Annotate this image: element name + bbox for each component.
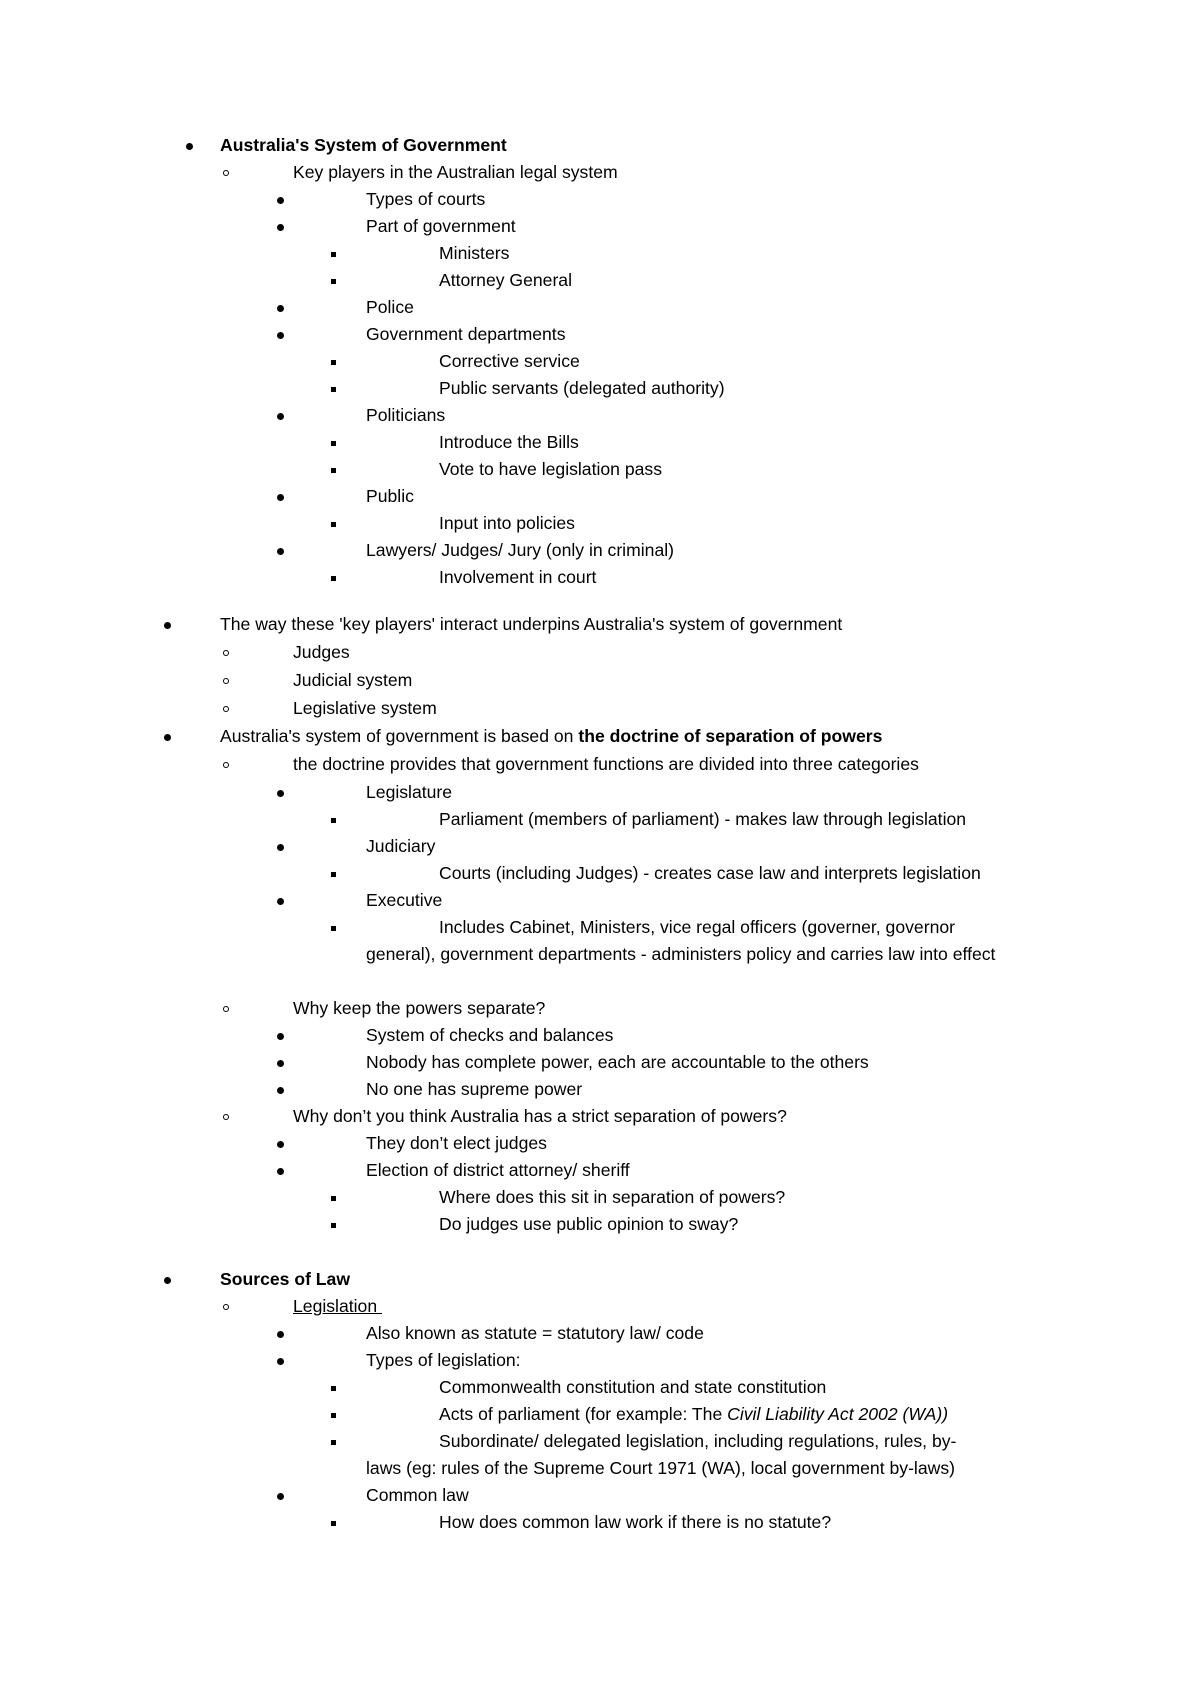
bullet-disc-icon [273,186,287,213]
list-item-text: Common law [366,1485,469,1505]
list-item-text: Australia's system of government is based on the doctrine of separation of powers [220,726,883,746]
bullet-circle-icon [219,1293,233,1320]
bullet-square-icon [326,510,340,537]
list-item [0,833,1200,860]
list-item-heading [0,132,1200,159]
list-item [0,1049,1200,1076]
list-item-text: Ministers [439,243,510,263]
list-item [0,1130,1200,1157]
bullet-disc-icon [273,1130,287,1157]
list-item [0,537,1200,564]
bullet-square-icon [326,860,340,887]
list-item-text: Acts of parliament (for example: The Civil Liability Act 2002 (WA)) [439,1404,949,1424]
list-item-text: Types of courts [366,189,486,209]
list-item-text: The way these 'key players' interact underpins Australia's system of government [220,614,843,634]
list-item [0,611,1200,638]
bullet-disc-icon [273,779,287,806]
list-item-text: How does common law work if there is no statute? [439,1512,832,1532]
bullet-square-icon [326,1428,340,1455]
list-item-text: Involvement in court [439,567,597,587]
bullet-disc-icon [273,294,287,321]
list-item-text: Courts (including Judges) - creates case law and interprets legislation [439,863,981,883]
list-item-text: Lawyers/ Judges/ Jury (only in criminal) [366,540,674,560]
bullet-square-icon [326,1184,340,1211]
bullet-square-icon [326,429,340,456]
list-item [0,375,1200,402]
bullet-disc-icon [273,483,287,510]
list-item [0,860,1200,887]
list-item [0,294,1200,321]
bullet-square-icon [326,914,340,941]
list-item [0,779,1200,806]
bullet-disc-icon [273,537,287,564]
bullet-square-icon [326,1401,340,1428]
list-item-text: Legislature [366,782,453,802]
list-item [0,1157,1200,1184]
bullet-disc-icon [160,723,174,750]
list-item-text: Parliament (members of parliament) - makes law through legislation [439,809,967,829]
bullet-disc-icon [273,887,287,914]
list-item [0,723,1200,750]
bullet-square-icon [326,456,340,483]
bullet-disc-icon [273,1076,287,1103]
bullet-disc-icon [182,132,196,159]
list-item [0,1320,1200,1347]
list-item [0,806,1200,833]
list-item [0,1022,1200,1049]
list-item [0,1509,1200,1536]
list-item [0,667,1200,694]
bullet-disc-icon [273,1049,287,1076]
list-item-text: System of checks and balances [366,1025,614,1045]
list-item-text: Public [366,486,414,506]
bullet-disc-icon [273,213,287,240]
bullet-disc-icon [273,1347,287,1374]
list-item [0,1293,1200,1320]
list-item [0,1103,1200,1130]
bullet-circle-icon [219,995,233,1022]
bullet-square-icon [326,1211,340,1238]
bullet-circle-icon [219,1103,233,1130]
list-item [0,1076,1200,1103]
bullet-square-icon [326,806,340,833]
bullet-disc-icon [273,321,287,348]
list-item [0,1401,1200,1428]
list-item-text: Also known as statute = statutory law/ code [366,1323,704,1343]
bullet-circle-icon [219,751,233,778]
list-item-continuation [366,941,1066,968]
list-item [0,456,1200,483]
list-item-text: Key players in the Australian legal system [293,162,618,182]
list-item-text: Corrective service [439,351,580,371]
section-heading: Sources of Law [220,1269,351,1289]
bullet-circle-icon [219,667,233,694]
list-item [0,510,1200,537]
list-item-text: Nobody has complete power, each are accountable to the others [366,1052,869,1072]
list-item [0,159,1200,186]
list-item-text: Executive [366,890,443,910]
bullet-disc-icon [273,402,287,429]
list-item-text: general), government departments - administers policy and carries law into effect [366,944,996,964]
bullet-disc-icon [273,1482,287,1509]
list-item-text: Input into policies [439,513,575,533]
list-item [0,402,1200,429]
subsection-heading: Legislation [293,1296,383,1316]
list-item-text: Legislative system [293,698,437,718]
list-item [0,348,1200,375]
list-item-text: Includes Cabinet, Ministers, vice regal officers (governer, governor [439,917,955,937]
list-item [0,1428,1200,1455]
list-item-text: Part of government [366,216,516,236]
list-item-text: Types of legislation: [366,1350,521,1370]
list-item-continuation [0,1455,1200,1482]
bullet-disc-icon [273,1022,287,1049]
list-item [0,1184,1200,1211]
bullet-square-icon [326,375,340,402]
list-item-text: Judiciary [366,836,436,856]
bullet-disc-icon [160,1266,174,1293]
list-item [0,483,1200,510]
bullet-disc-icon [160,611,174,638]
list-item-text: Introduce the Bills [439,432,579,452]
list-item [0,321,1200,348]
list-item-heading [0,1266,1200,1293]
list-item-text: Election of district attorney/ sheriff [366,1160,630,1180]
list-item-text: Public servants (delegated authority) [439,378,725,398]
list-item-text: They don’t elect judges [366,1133,547,1153]
list-item [0,639,1200,666]
list-item-text: Do judges use public opinion to sway? [439,1214,739,1234]
list-item-text: Attorney General [439,270,573,290]
bullet-square-icon [326,267,340,294]
bullet-circle-icon [219,695,233,722]
bullet-square-icon [326,1509,340,1536]
list-item-text: Why keep the powers separate? [293,998,546,1018]
list-item-text: laws (eg: rules of the Supreme Court 1971 (WA), local government by-laws) [366,1458,955,1478]
italic-emphasis: Civil Liability Act 2002 (WA)) [727,1404,949,1424]
bullet-circle-icon [219,639,233,666]
list-item [0,1211,1200,1238]
bullet-circle-icon [219,159,233,186]
bullet-square-icon [326,348,340,375]
list-item [0,995,1200,1022]
list-item [0,914,1200,941]
list-item-text: Where does this sit in separation of powers? [439,1187,786,1207]
section-heading: Australia's System of Government [220,135,507,155]
list-item-text: the doctrine provides that government functions are divided into three categories [293,754,919,774]
list-item [0,213,1200,240]
bullet-disc-icon [273,1157,287,1184]
list-item [0,695,1200,722]
list-item [0,1347,1200,1374]
list-item-text: Subordinate/ delegated legislation, including regulations, rules, by- [439,1431,957,1451]
list-item [0,887,1200,914]
list-item [0,564,1200,591]
bullet-square-icon [326,240,340,267]
list-item [0,1374,1200,1401]
list-item [0,240,1200,267]
list-item [0,186,1200,213]
list-item-text: Commonwealth constitution and state constitution [439,1377,827,1397]
bold-emphasis: the doctrine of separation of powers [578,726,883,746]
list-item-text: Judicial system [293,670,413,690]
list-item-text: Government departments [366,324,566,344]
bullet-disc-icon [273,833,287,860]
list-item [0,267,1200,294]
list-item [0,1482,1200,1509]
bullet-square-icon [326,564,340,591]
list-item-text: Judges [293,642,350,662]
list-item-text: Police [366,297,414,317]
list-item-text: Vote to have legislation pass [439,459,663,479]
bullet-square-icon [326,1374,340,1401]
list-item [0,429,1200,456]
list-item [0,751,1200,778]
bullet-disc-icon [273,1320,287,1347]
list-item-text: No one has supreme power [366,1079,583,1099]
list-item-text: Politicians [366,405,446,425]
list-item-text: Why don’t you think Australia has a strict separation of powers? [293,1106,787,1126]
